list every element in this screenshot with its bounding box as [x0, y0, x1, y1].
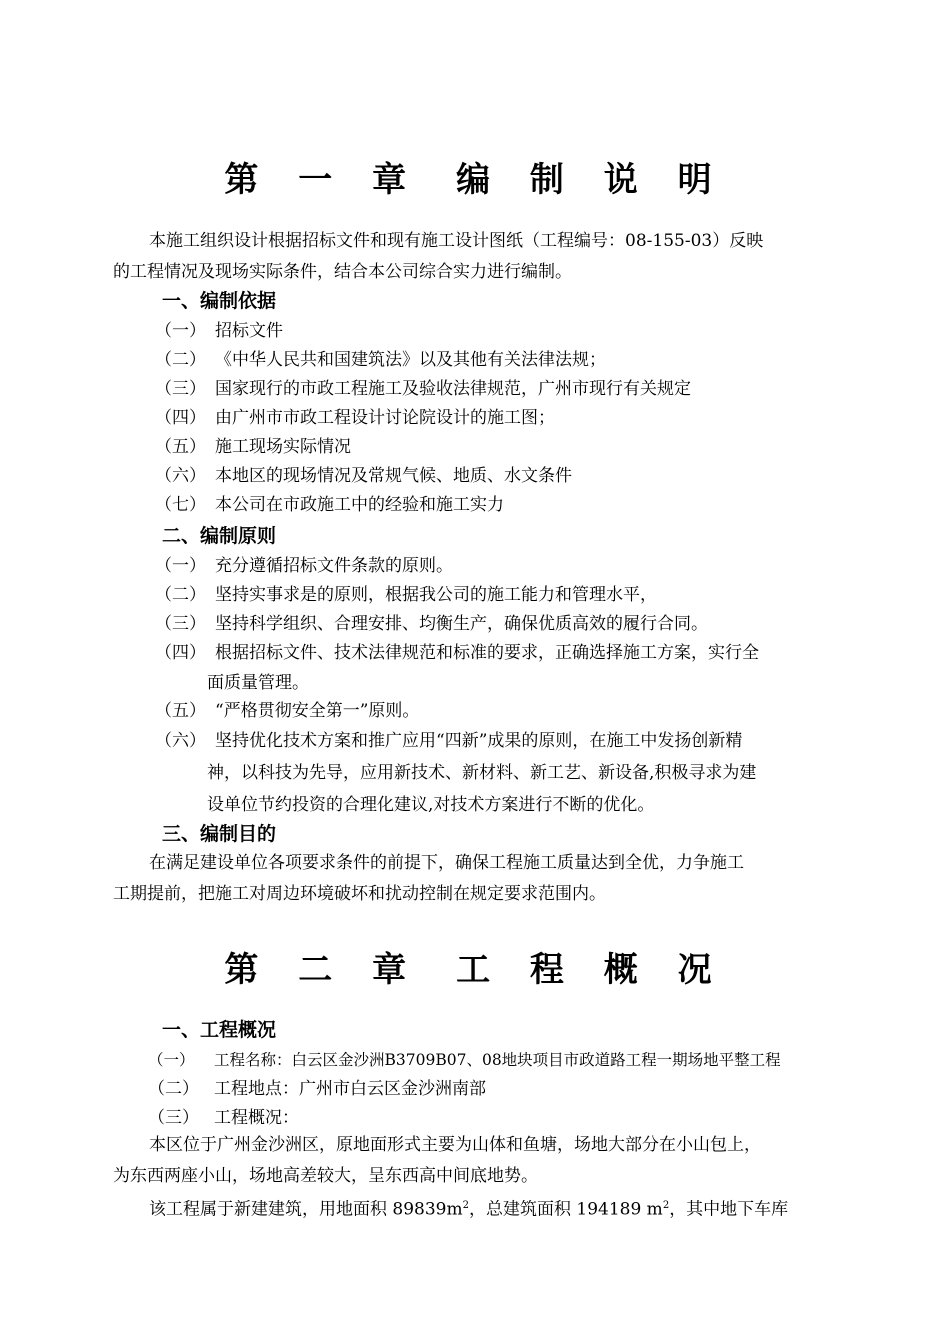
chapter-2-title	[0, 942, 950, 991]
basis-item-1: （一） 招标文件	[155, 321, 283, 341]
basis-item-3: （三） 国家现行的市政工程施工及验收法律规范，广州市现行有关规定	[155, 379, 691, 399]
intro-paragraph	[113, 226, 843, 288]
basis-item-4: （四） 由广州市市政工程设计讨论院设计的施工图；	[155, 408, 555, 428]
basis-item-2: （二） 《中华人民共和国建筑法》以及其他有关法律法规；	[155, 350, 606, 370]
basis-item-5: （五） 施工现场实际情况	[155, 437, 351, 457]
section-heading-purpose: 三、编制目的	[162, 823, 277, 845]
overview-paragraph-1: 本区位于广州金沙洲区，原地面形式主要为山体和鱼塘，场地大部分在小山包上， 为东西两座小山，场地高差较大，呈东西高中间底地势。	[113, 1135, 761, 1186]
basis-item-7: （七） 本公司在市政施工中的经验和施工实力	[155, 495, 504, 515]
chapter-1-title	[0, 152, 950, 201]
overview-item-2: （二） 工程地点：广州市白云区金沙洲南部	[148, 1079, 486, 1099]
overview-item-3: （三） 工程概况：	[148, 1108, 299, 1128]
section-heading-overview: 一、工程概况	[162, 1019, 277, 1041]
principle-item-3: （三） 坚持科学组织、合理安排、均衡生产，确保优质高效的履行合同。	[155, 614, 708, 634]
chapter-2-name: 工 程 概 况	[456, 950, 726, 990]
chapter-1-name: 编 制 说 明	[456, 160, 726, 200]
principle-item-2: （二） 坚持实事求是的原则，根据我公司的施工能力和管理水平，	[155, 585, 657, 605]
chapter-2-number: 第 二 章	[224, 950, 421, 990]
principle-item-6: （六） 坚持优化技术方案和推广应用“四新”成果的原则，在施工中发扬创新精 神，以科技为先导，应用新技术、新材料、新工艺、新设备,积极寻求为建 设单位节约投资的合理化建议,对技术方案进行不断的优化。	[155, 731, 757, 815]
chapter-1-number: 第 一 章	[224, 160, 421, 200]
basis-item-6: （六） 本地区的现场情况及常规气候、地质、水文条件	[155, 466, 572, 486]
overview-item-1: （一） 工程名称：白云区金沙洲B3709B07、08地块项目市政道路工程一期场地平整工程	[148, 1051, 781, 1069]
section-heading-basis: 一、编制依据	[162, 290, 277, 312]
purpose-paragraph: 在满足建设单位各项要求条件的前提下，确保工程施工质量达到全优，力争施工 工期提前，把施工对周边环境破坏和扰动控制在规定要求范围内。	[113, 853, 744, 904]
intro-line-1: 本施工组织设计根据招标文件和现有施工设计图纸（工程编号：08-155-03）反映	[149, 231, 764, 251]
principle-item-5: （五） “严格贯彻安全第一”原则。	[155, 701, 420, 721]
principle-item-4: （四） 根据招标文件、技术法律规范和标准的要求，正确选择施工方案，实行全 面质量管理。	[155, 643, 759, 693]
overview-paragraph-2: 该工程属于新建建筑，用地面积 $89839m^2$，总建筑面积 194189 $m^2$，其中地下车库	[149, 1199, 789, 1220]
section-heading-principles: 二、编制原则	[162, 525, 277, 547]
principle-item-1: （一） 充分遵循招标文件条款的原则。	[155, 556, 453, 576]
intro-line-2: 的工程情况及现场实际条件，结合本公司综合实力进行编制。	[113, 262, 572, 282]
